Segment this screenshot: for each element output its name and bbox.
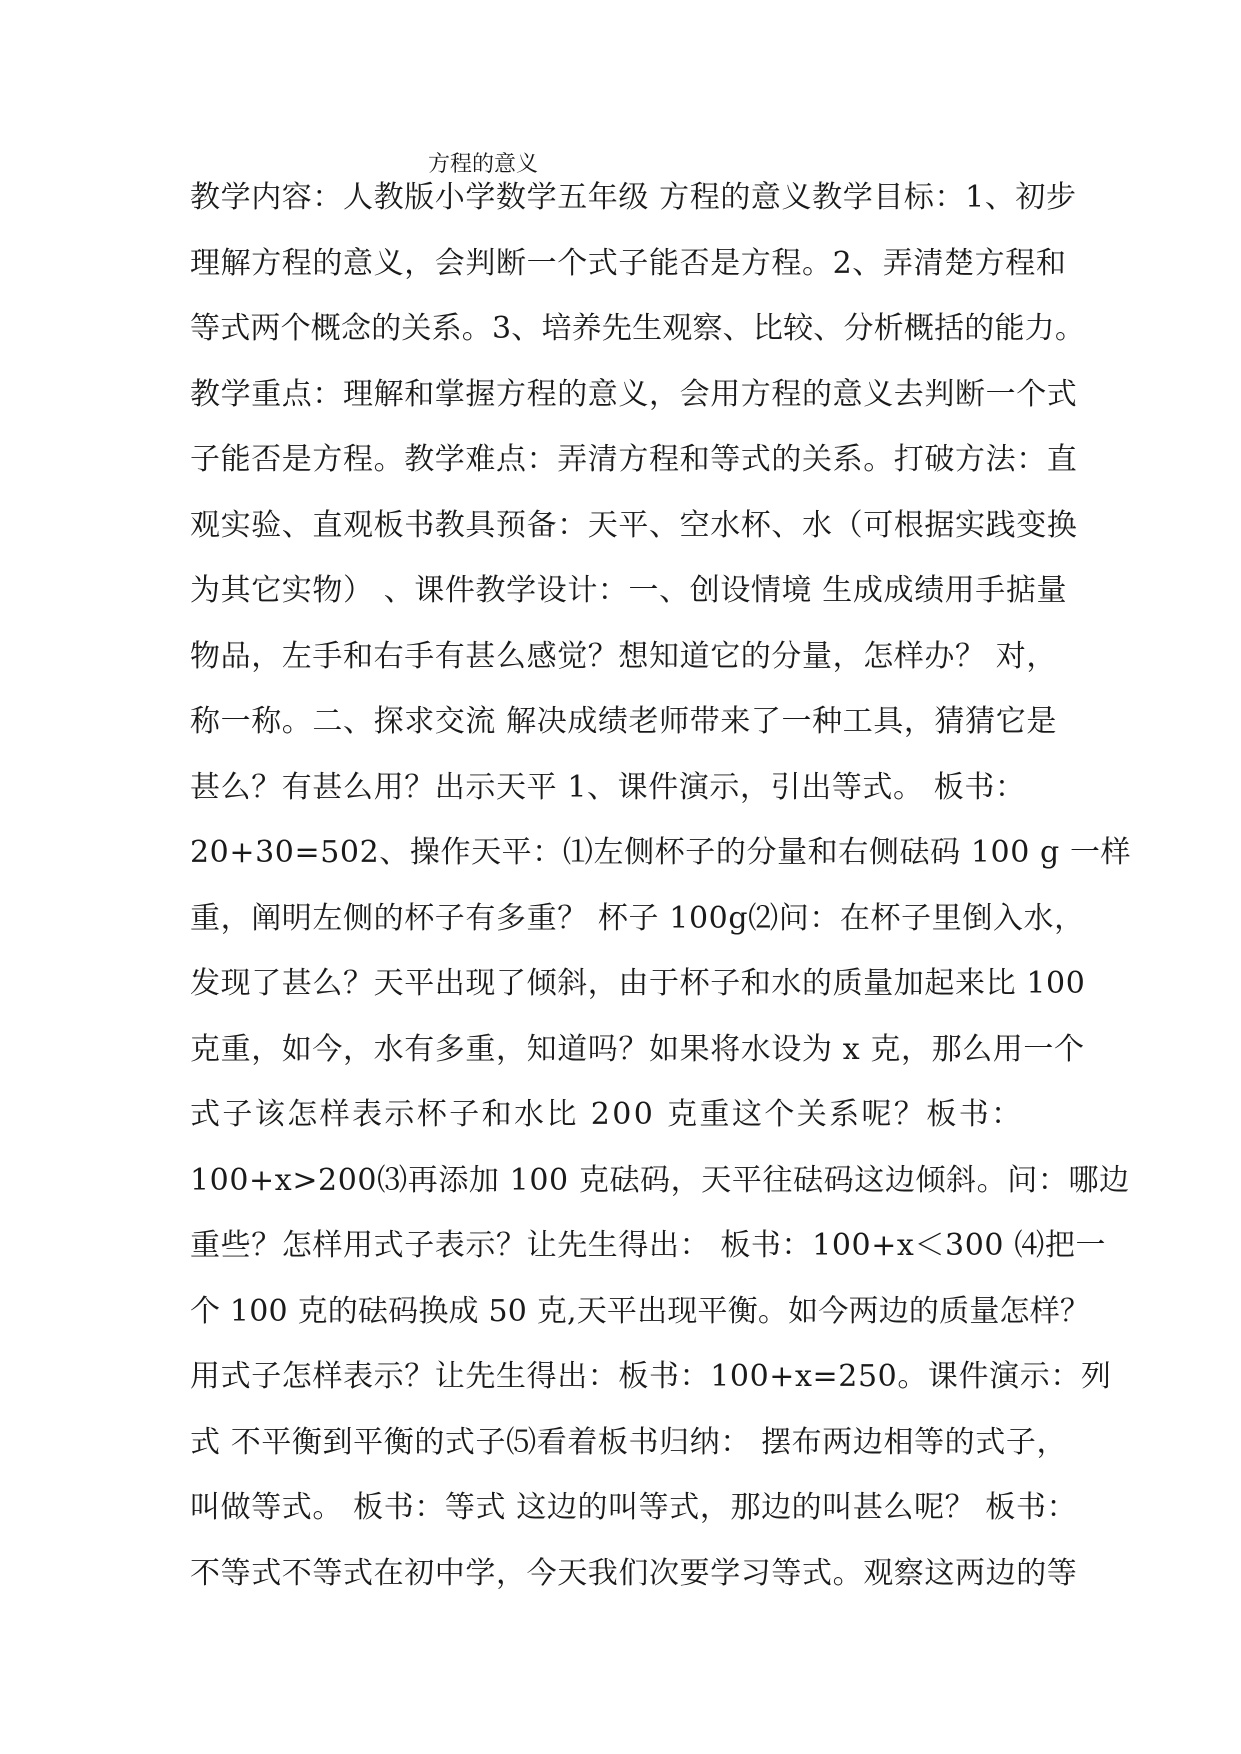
document-body <box>190 165 1132 1606</box>
body-line: 式子该怎样表示杯子和水比 200 克重这个关系呢？板书： <box>190 1097 1024 1132</box>
body-line: 重些？怎样用式子表示？让先生得出： 板书：100+x＜300 ⑷把一 <box>190 1228 1107 1263</box>
body-line: 用式子怎样表示？让先生得出：板书：100+x=250。课件演示：列 <box>190 1359 1112 1394</box>
body-line: 等式两个概念的关系。3、培养先生观察、比较、分析概括的能力。 <box>190 311 1086 346</box>
body-line: 理解方程的意义，会判断一个式子能否是方程。2、弄清楚方程和 <box>190 245 1067 281</box>
body-line: 重，阐明左侧的杯子有多重？ 杯子 100g⑵问：在杯子里倒入水， <box>190 900 1085 936</box>
body-line: 教学重点：理解和掌握方程的意义，会用方程的意义去判断一个式 <box>190 376 1078 412</box>
body-line: 子能否是方程。教学难点：弄清方程和等式的关系。打破方法：直 <box>190 442 1078 477</box>
body-line: 式 不平衡到平衡的式子⑸看着板书归纳： 摆布两边相等的式子， <box>190 1424 1068 1460</box>
body-line: 为其它实物） 、课件教学设计：一、创设情境 生成成绩用手掂量 <box>190 573 1068 608</box>
body-line: 称一称。二、探求交流 解决成绩老师带来了一种工具，猜猜它是 <box>190 704 1057 739</box>
body-line: 教学内容：人教版小学数学五年级 方程的意义教学目标：1、初步 <box>190 180 1077 215</box>
body-line: 克重，如今，水有多重，知道吗？如果将水设为 x 克，那么用一个 <box>190 1031 1085 1067</box>
body-line: 叫做等式。 板书：等式 这边的叫等式，那边的叫甚么呢？ 板书： <box>190 1490 1078 1525</box>
body-line: 个 100 克的砝码换成 50 克,天平出现平衡。如今两边的质量怎样？ <box>190 1293 1091 1329</box>
document-title: 方程的意义 <box>428 152 539 177</box>
body-line: 100+x>200⑶再添加 100 克砝码，天平往砝码这边倾斜。问：哪边 <box>190 1162 1130 1198</box>
body-line: 物品，左手和右手有甚么感觉？想知道它的分量，怎样办？ 对， <box>190 638 1057 674</box>
body-line: 发现了甚么？天平出现了倾斜，由于杯子和水的质量加起来比 100 <box>190 966 1086 1001</box>
body-line: 观实验、直观板书教具预备：天平、空水杯、水（可根据实践变换 <box>190 507 1078 543</box>
body-line: 甚么？有甚么用？出示天平 1、课件演示，引出等式。 板书： <box>190 769 1026 805</box>
body-line: 20+30=502、操作天平：⑴左侧杯子的分量和右侧砝码 100 g 一样 <box>190 835 1132 870</box>
body-line: 不等式不等式在初中学，今天我们次要学习等式。观察这两边的等 <box>190 1555 1078 1591</box>
